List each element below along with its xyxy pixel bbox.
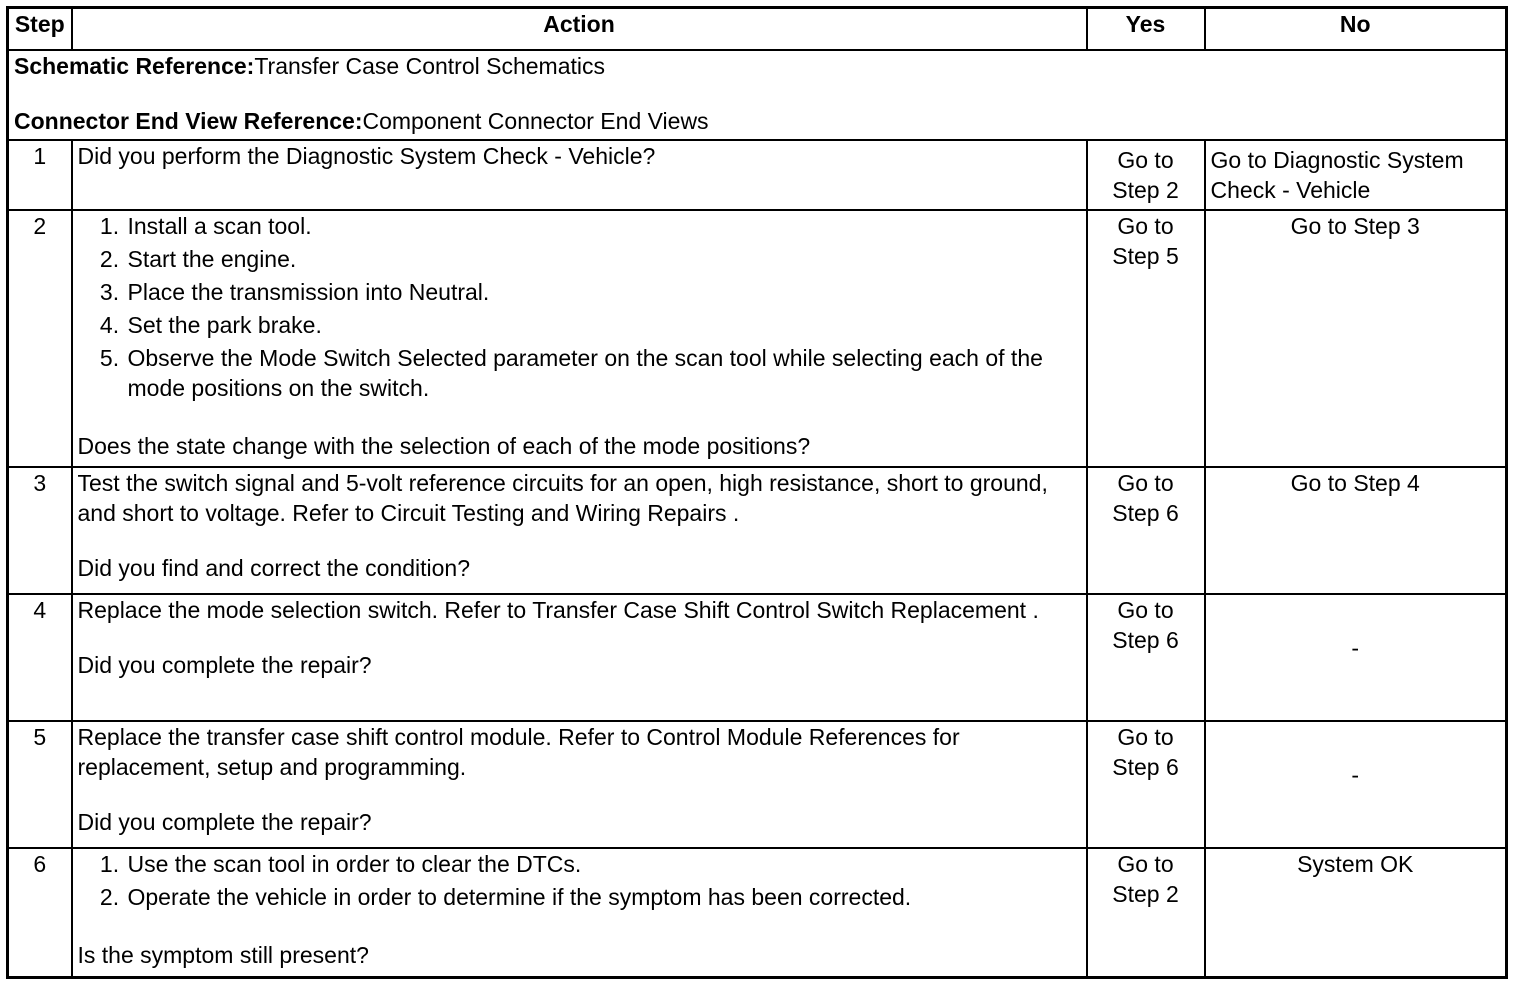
no-value: - [1205, 594, 1507, 721]
table-row [8, 467, 1507, 594]
yes-link-line2[interactable]: Step 5 [1112, 243, 1179, 269]
yes-link-line1[interactable]: Go to [1117, 597, 1174, 623]
step-number: 2 [8, 210, 72, 467]
yes-link-line2[interactable]: Step 6 [1112, 627, 1179, 653]
action-question: Did you complete the repair? [77, 809, 372, 835]
action-cell [72, 721, 1087, 848]
reference-cell [8, 50, 1507, 140]
step-number: 3 [8, 467, 72, 594]
connector-reference [14, 106, 1500, 136]
action-question: Is the symptom still present? [77, 942, 369, 968]
no-link[interactable]: Go to Step 3 [1205, 210, 1507, 467]
yes-link-line2[interactable]: Step 6 [1112, 754, 1179, 780]
action-question: Did you complete the repair? [77, 652, 372, 678]
step-number: 5 [8, 721, 72, 848]
list-item: 2. Start the engine. [126, 244, 1081, 274]
action-text: Replace the mode selection switch. Refer to Transfer Case Shift Control Switch Replacement . [77, 597, 1039, 623]
yes-link-line2[interactable]: Step 6 [1112, 500, 1179, 526]
yes-link-line2[interactable]: Step 2 [1112, 881, 1179, 907]
schematic-reference-label: Schematic Reference: [14, 53, 255, 79]
list-item: 5. Observe the Mode Switch Selected parameter on the scan tool while selecting each of the mode positions on the switch. [126, 343, 1081, 403]
action-cell [72, 210, 1087, 467]
no-value: - [1205, 721, 1507, 848]
yes-link-line1[interactable]: Go to [1117, 851, 1174, 877]
header-row [8, 8, 1507, 51]
action-question: Does the state change with the selection of each of the mode positions? [77, 433, 811, 459]
step-number: 4 [8, 594, 72, 721]
header-no: No [1205, 8, 1507, 51]
action-text: Did you perform the Diagnostic System Check - Vehicle? [72, 140, 1087, 210]
yes-link-line1[interactable]: Go to [1117, 147, 1174, 173]
yes-cell[interactable] [1087, 140, 1205, 210]
header-yes: Yes [1087, 8, 1205, 51]
reference-row [8, 50, 1507, 140]
no-cell[interactable] [1205, 140, 1507, 210]
action-text: Replace the transfer case shift control module. Refer to Control Module References for replacement, setup and programming. [77, 724, 960, 780]
yes-cell[interactable] [1087, 721, 1205, 848]
yes-link-line1[interactable]: Go to [1117, 724, 1174, 750]
yes-cell[interactable] [1087, 467, 1205, 594]
action-question: Did you find and correct the condition? [77, 555, 471, 581]
no-link-line2[interactable]: Check - Vehicle [1210, 177, 1371, 203]
schematic-reference [14, 51, 1500, 81]
yes-cell[interactable] [1087, 594, 1205, 721]
action-cell [72, 467, 1087, 594]
table-row [8, 721, 1507, 848]
action-cell [72, 594, 1087, 721]
no-value: System OK [1205, 848, 1507, 977]
yes-link-line2[interactable]: Step 2 [1112, 177, 1179, 203]
table-row [8, 848, 1507, 977]
diagnostic-table [6, 6, 1508, 979]
action-text: Test the switch signal and 5-volt reference circuits for an open, high resistance, short to ground, and short to voltage. Refer to Circuit Testing and Wiring Repairs . [77, 470, 1048, 526]
list-item: 1. Use the scan tool in order to clear the DTCs. [126, 849, 1081, 879]
list-item: 4. Set the park brake. [126, 310, 1081, 340]
header-step: Step [8, 8, 72, 51]
list-item: 2. Operate the vehicle in order to determine if the symptom has been corrected. [126, 882, 1081, 912]
no-link-line1[interactable]: Go to Diagnostic System [1210, 147, 1464, 173]
table-row [8, 210, 1507, 467]
header-action: Action [72, 8, 1087, 51]
yes-cell[interactable] [1087, 848, 1205, 977]
yes-link-line1[interactable]: Go to [1117, 470, 1174, 496]
action-cell [72, 848, 1087, 977]
step-number: 6 [8, 848, 72, 977]
list-item: 3. Place the transmission into Neutral. [126, 277, 1081, 307]
list-item: 1. Install a scan tool. [126, 211, 1081, 241]
action-steps-list [78, 849, 1081, 912]
step-number: 1 [8, 140, 72, 210]
table-row [8, 140, 1507, 210]
schematic-reference-link[interactable]: Transfer Case Control Schematics [254, 53, 606, 79]
action-steps-list [78, 211, 1081, 403]
yes-link-line1[interactable]: Go to [1117, 213, 1174, 239]
no-link[interactable]: Go to Step 4 [1205, 467, 1507, 594]
connector-reference-link[interactable]: Component Connector End Views [362, 108, 709, 134]
yes-cell[interactable] [1087, 210, 1205, 467]
connector-reference-label: Connector End View Reference: [14, 108, 363, 134]
table-row [8, 594, 1507, 721]
